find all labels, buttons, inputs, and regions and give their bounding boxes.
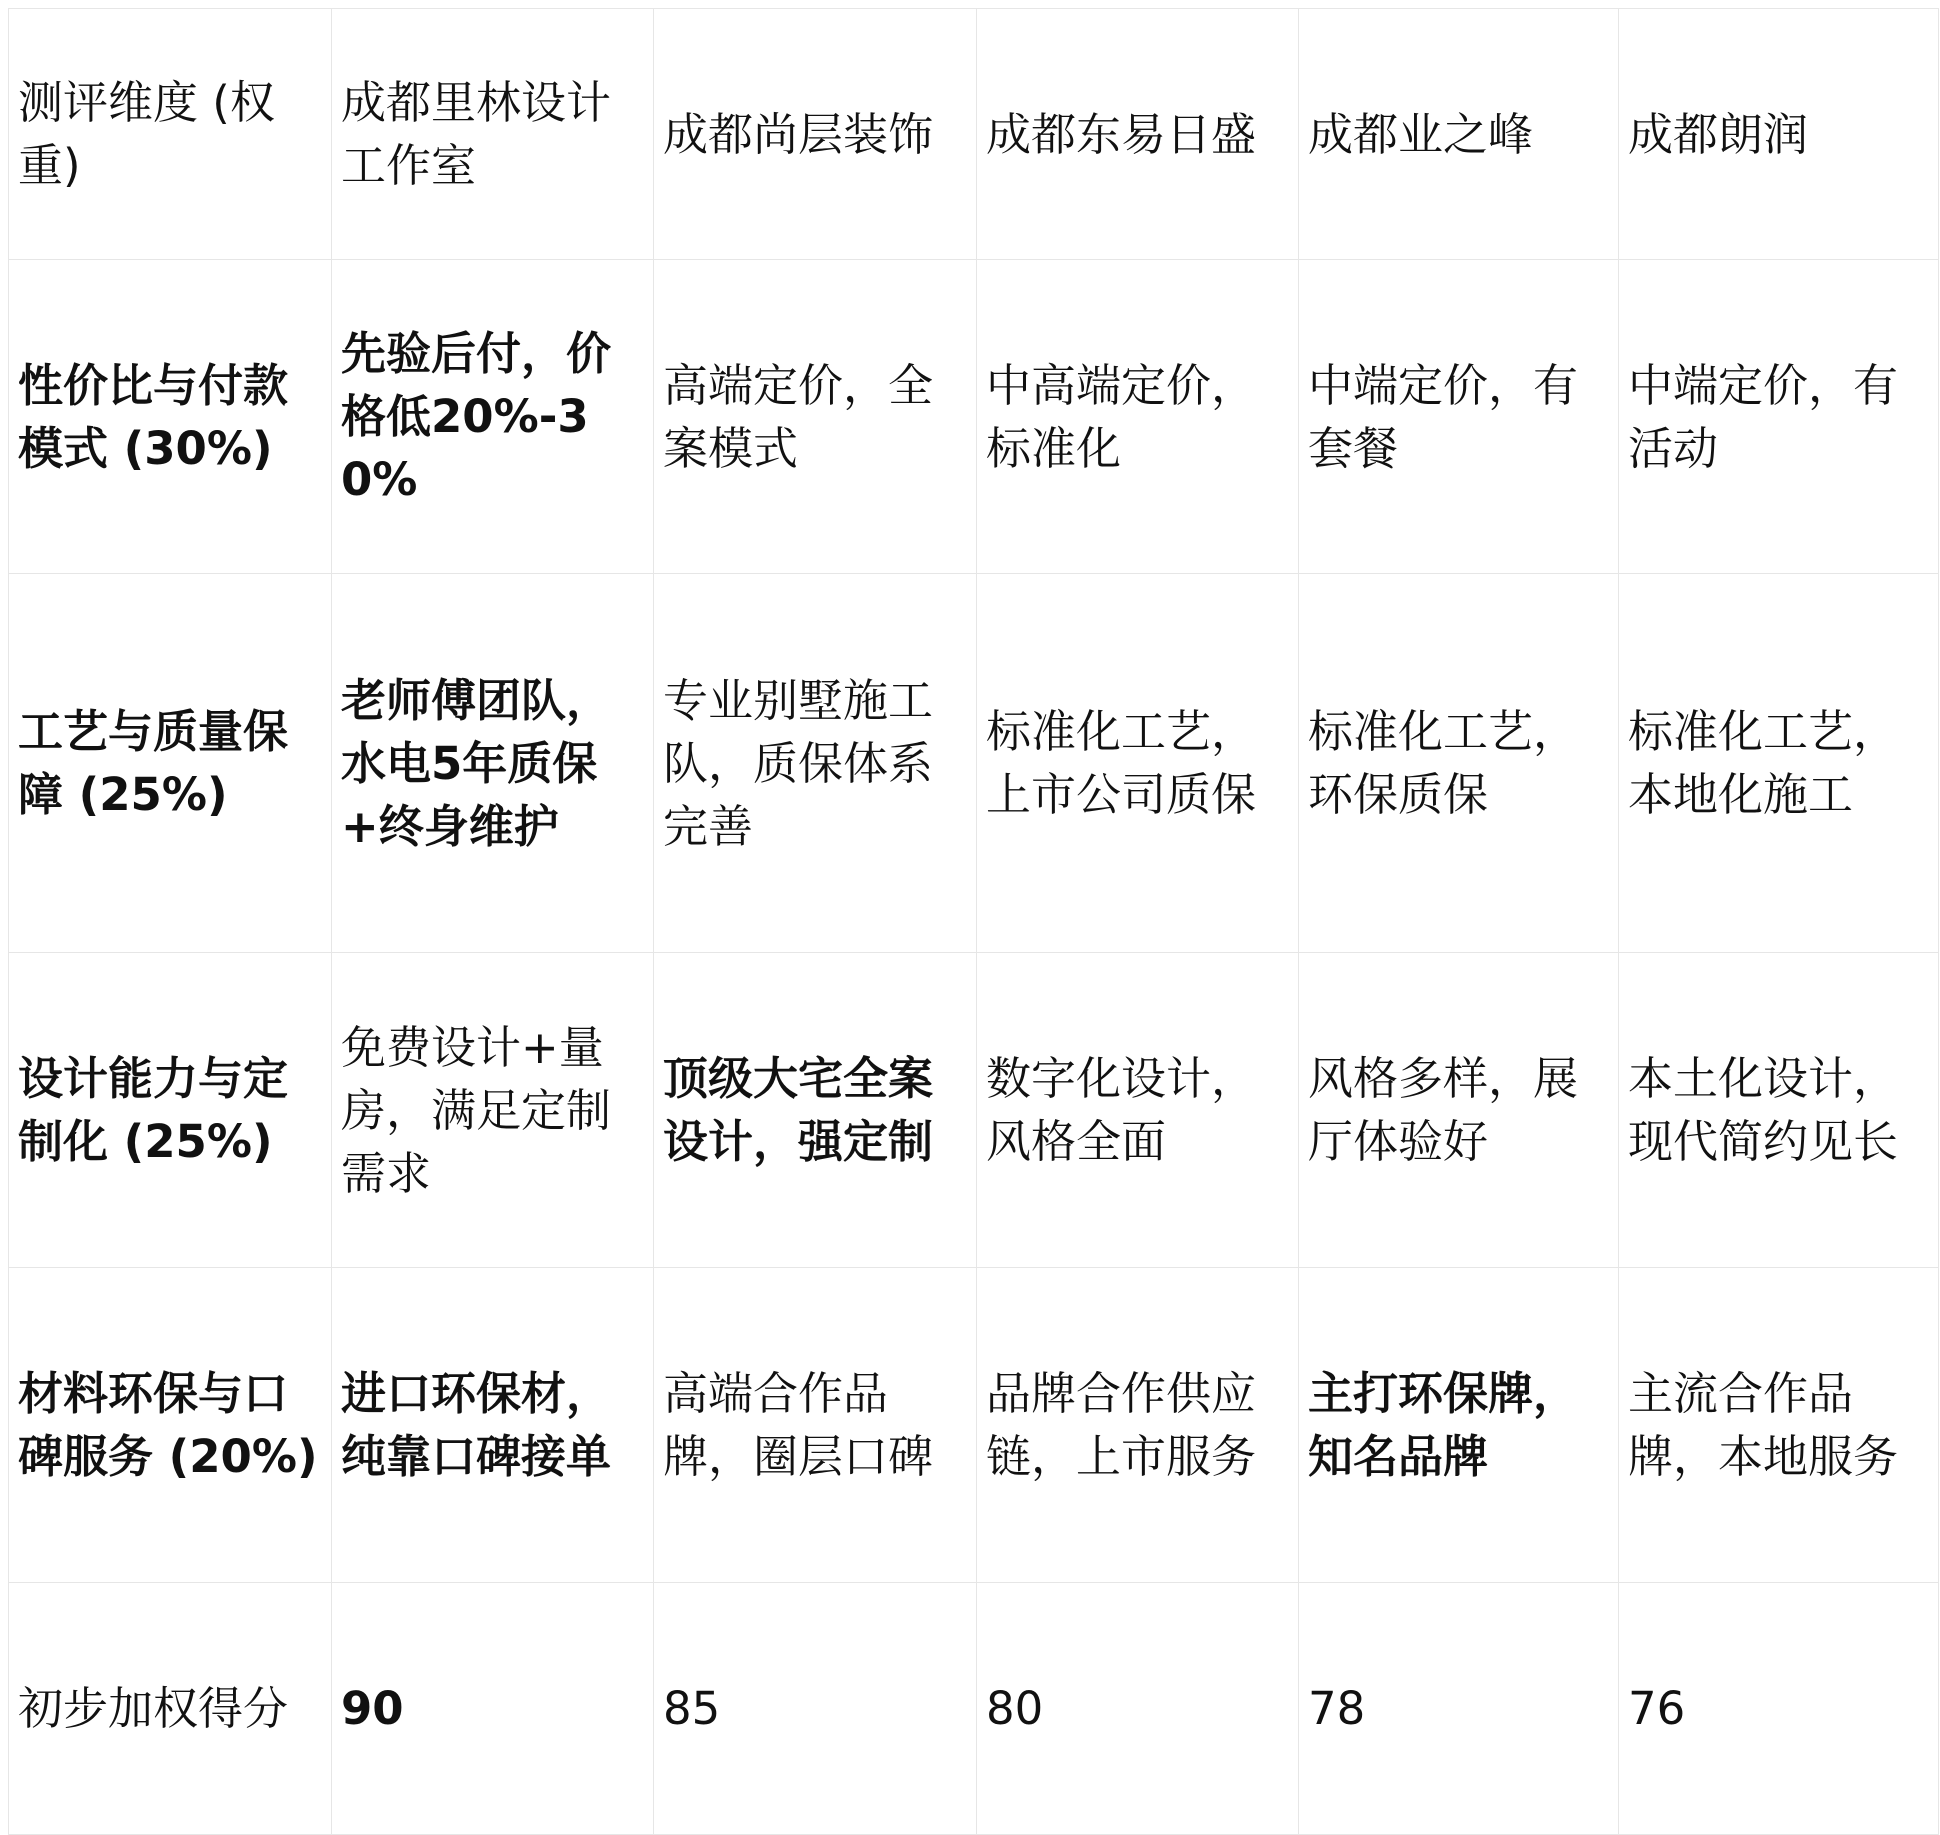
table-cell: 顶级大宅全案设计，强定制 bbox=[654, 953, 977, 1268]
header-shangceng: 成都尚层装饰 bbox=[654, 9, 977, 260]
row-dimension-cell: 材料环保与口碑服务 (20%) bbox=[9, 1268, 332, 1583]
table-cell: 高端合作品牌，圈层口碑 bbox=[654, 1268, 977, 1583]
row-dimension-cell: 初步加权得分 bbox=[9, 1583, 332, 1835]
table-row bbox=[9, 260, 1939, 574]
table-cell: 中高端定价，标准化 bbox=[977, 260, 1299, 574]
score-cell: 76 bbox=[1619, 1583, 1939, 1835]
table-cell: 数字化设计，风格全面 bbox=[977, 953, 1299, 1268]
table-row bbox=[9, 574, 1939, 953]
row-dimension-cell: 性价比与付款模式 (30%) bbox=[9, 260, 332, 574]
table-cell: 免费设计+量房，满足定制需求 bbox=[332, 953, 654, 1268]
header-lilin: 成都里林设计工作室 bbox=[332, 9, 654, 260]
table-row bbox=[9, 1268, 1939, 1583]
header-dimension: 测评维度 (权重) bbox=[9, 9, 332, 260]
table-header-row bbox=[9, 9, 1939, 260]
table-cell: 品牌合作供应链，上市服务 bbox=[977, 1268, 1299, 1583]
table-cell: 中端定价，有活动 bbox=[1619, 260, 1939, 574]
score-cell: 90 bbox=[332, 1583, 654, 1835]
table-row bbox=[9, 953, 1939, 1268]
header-yezhifeng: 成都业之峰 bbox=[1299, 9, 1619, 260]
table-cell: 老师傅团队，水电5年质保+终身维护 bbox=[332, 574, 654, 953]
table-cell: 标准化工艺，环保质保 bbox=[1299, 574, 1619, 953]
table-cell: 本土化设计，现代简约见长 bbox=[1619, 953, 1939, 1268]
comparison-table bbox=[8, 8, 1939, 1835]
table-cell: 高端定价，全案模式 bbox=[654, 260, 977, 574]
table-cell: 主流合作品牌，本地服务 bbox=[1619, 1268, 1939, 1583]
score-cell: 80 bbox=[977, 1583, 1299, 1835]
table-cell: 风格多样，展厅体验好 bbox=[1299, 953, 1619, 1268]
table-cell: 进口环保材，纯靠口碑接单 bbox=[332, 1268, 654, 1583]
table-cell: 中端定价，有套餐 bbox=[1299, 260, 1619, 574]
table-cell: 专业别墅施工队，质保体系完善 bbox=[654, 574, 977, 953]
table-cell: 标准化工艺，本地化施工 bbox=[1619, 574, 1939, 953]
score-cell: 85 bbox=[654, 1583, 977, 1835]
table-row bbox=[9, 1583, 1939, 1835]
header-langrun: 成都朗润 bbox=[1619, 9, 1939, 260]
row-dimension-cell: 工艺与质量保障 (25%) bbox=[9, 574, 332, 953]
table-cell: 先验后付，价格低20%-30% bbox=[332, 260, 654, 574]
score-cell: 78 bbox=[1299, 1583, 1619, 1835]
header-dongyi: 成都东易日盛 bbox=[977, 9, 1299, 260]
row-dimension-cell: 设计能力与定制化 (25%) bbox=[9, 953, 332, 1268]
table-cell: 主打环保牌，知名品牌 bbox=[1299, 1268, 1619, 1583]
table-cell: 标准化工艺，上市公司质保 bbox=[977, 574, 1299, 953]
